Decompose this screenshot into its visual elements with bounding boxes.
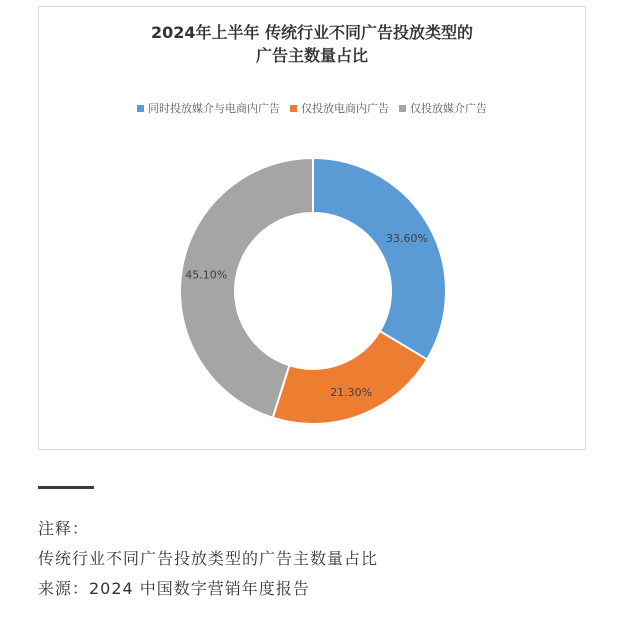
divider: [38, 486, 94, 489]
note-description: 传统行业不同广告投放类型的广告主数量占比: [38, 549, 379, 568]
chart-title-line2: 广告主数量占比: [255, 46, 368, 65]
legend-label-both: 同时投放媒介与电商内广告: [148, 102, 280, 115]
slice-both: [313, 158, 446, 359]
data-label-ecommerce: 21.30%: [330, 386, 373, 400]
chart-title-line1: 2024年上半年 传统行业不同广告投放类型的: [150, 23, 474, 42]
donut-chart: [39, 7, 585, 449]
data-label-media: 45.10%: [185, 268, 228, 282]
legend-label-media: 仅投放媒介广告: [410, 102, 487, 115]
data-label-both: 33.60%: [386, 231, 428, 245]
slice-ecommerce: [273, 331, 427, 424]
legend-label-ecommerce: 仅投放电商内广告: [301, 102, 389, 115]
source-line: 来源：2024 中国数字营销年度报告: [38, 579, 310, 598]
chart-frame: [38, 6, 586, 450]
note-label: 注释：: [38, 519, 90, 538]
